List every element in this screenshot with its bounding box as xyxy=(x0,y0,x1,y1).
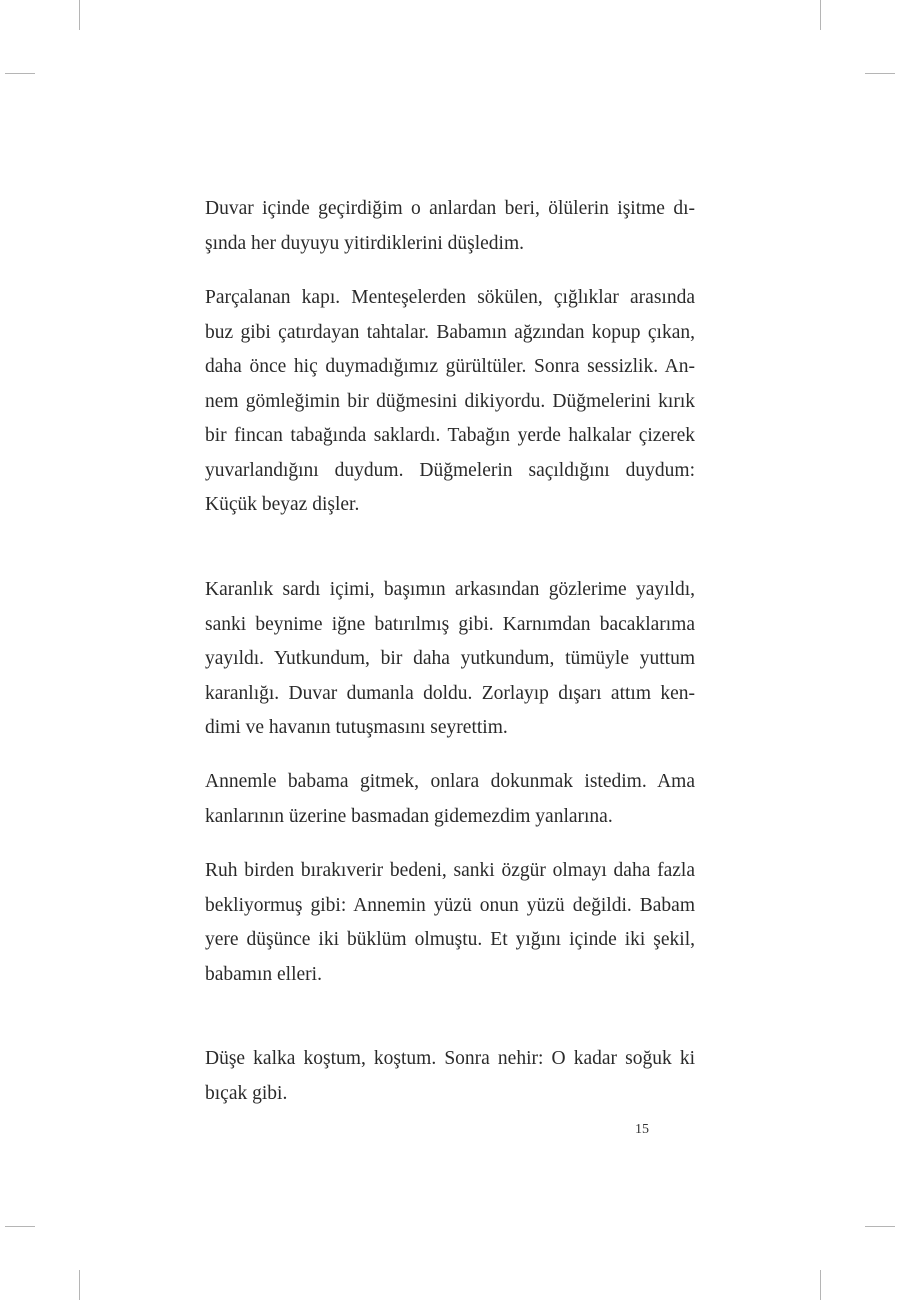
crop-mark-bottom-right xyxy=(820,1270,821,1300)
paragraph-2 xyxy=(205,281,695,523)
text-line: Küçük beyaz dişler. xyxy=(205,494,360,515)
text-line: yere düşünce iki büklüm olmuştu. Et yığını içinde iki şekil, xyxy=(205,929,695,950)
text-line: bekliyormuş gibi: Annemin yüzü onun yüzü değildi. Babam xyxy=(205,894,695,916)
text-line: babamın elleri. xyxy=(205,963,322,985)
paragraph-5 xyxy=(205,854,695,992)
crop-mark-bottom-left xyxy=(79,1270,80,1300)
crop-mark-left-bottom xyxy=(5,1226,35,1227)
crop-mark-right-bottom xyxy=(865,1226,895,1227)
crop-mark-top-right xyxy=(820,0,821,30)
text-line: yayıldı. Yutkundum, bir daha yutkundum, tümüyle yuttum xyxy=(205,648,695,669)
text-line: kanlarının üzerine basmadan gidemezdim yanlarına. xyxy=(205,805,613,827)
text-line: yuvarlandığını duydum. Düğmelerin saçıldığını duydum: xyxy=(205,459,695,481)
text-line: şında her duyuyu yitirdiklerini düşledim. xyxy=(205,232,524,254)
text-line: buz gibi çatırdayan tahtalar. Babamın ağzından kopup çıkan, xyxy=(205,321,695,343)
text-line: sanki beynime iğne batırılmış gibi. Karnımdan bacaklarıma xyxy=(205,613,695,635)
crop-mark-top-left xyxy=(79,0,80,30)
text-line: Annemle babama gitmek, onlara dokunmak istedim. Ama xyxy=(205,771,695,792)
text-line: Parçalanan kapı. Menteşelerden sökülen, çığlıklar arasında xyxy=(205,287,695,308)
text-line: Duvar içinde geçirdiğim o anlardan beri, ölülerin işitme dı- xyxy=(205,198,695,219)
page-number: 15 xyxy=(635,1122,649,1137)
text-line: dimi ve havanın tutuşmasını seyrettim. xyxy=(205,717,508,738)
paragraph-6 xyxy=(205,1042,695,1111)
text-line: nem gömleğimin bir düğmesini dikiyordu. Düğmelerini kırık xyxy=(205,390,695,412)
crop-mark-right-top xyxy=(865,73,895,74)
crop-mark-left-top xyxy=(5,73,35,74)
paragraph-4 xyxy=(205,765,695,834)
text-line: bıçak gibi. xyxy=(205,1082,288,1104)
text-line: Ruh birden bırakıverir bedeni, sanki özgür olmayı daha fazla xyxy=(205,860,695,881)
text-line: daha önce hiç duymadığımız gürültüler. Sonra sessizlik. An- xyxy=(205,356,695,377)
paragraph-3 xyxy=(205,573,695,746)
text-line: bir fincan tabağında saklardı. Tabağın yerde halkalar çizerek xyxy=(205,425,695,446)
text-line: Düşe kalka koştum, koştum. Sonra nehir: O kadar soğuk ki xyxy=(205,1048,695,1069)
text-line: karanlığı. Duvar dumanla doldu. Zorlayıp dışarı attım ken- xyxy=(205,682,695,704)
text-line: Karanlık sardı içimi, başımın arkasından gözlerime yayıldı, xyxy=(205,579,695,600)
paragraph-1 xyxy=(205,192,695,261)
